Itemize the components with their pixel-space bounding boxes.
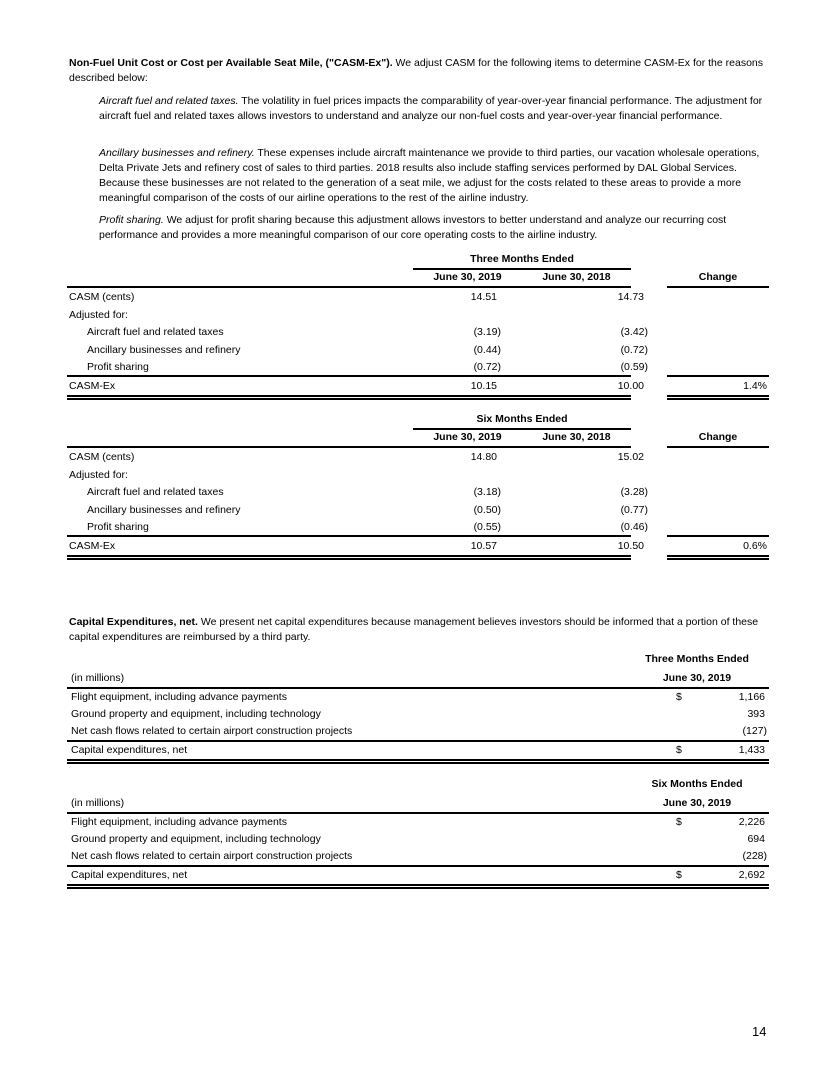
- table-row-total: [67, 377, 769, 395]
- row-label: Net cash flows related to certain airport construction projects: [71, 850, 353, 862]
- period-header: Six Months Ended: [476, 413, 568, 425]
- row-label: Adjusted for:: [69, 309, 128, 321]
- row-label: Aircraft fuel and related taxes: [87, 326, 224, 338]
- column-header-2019: June 30, 2019: [433, 271, 502, 283]
- reason-fuel: [99, 94, 764, 124]
- value-2019: 14.51: [470, 291, 497, 303]
- unit-label: (in millions): [71, 672, 125, 684]
- row-label: CASM (cents): [69, 291, 135, 303]
- dollar-sign: $: [676, 691, 682, 703]
- table-row: [67, 323, 769, 341]
- casm-table-three-months: [67, 250, 769, 400]
- value-change: 1.4%: [743, 380, 767, 392]
- period-header: Three Months Ended: [645, 653, 749, 665]
- column-header-2018: June 30, 2018: [542, 431, 611, 443]
- table-row: [67, 341, 769, 359]
- divider: [667, 555, 769, 557]
- value-2019: 10.15: [470, 380, 497, 392]
- casm-ex-intro-text: We adjust CASM for the following items to determine CASM-Ex for the reasons described below:: [69, 57, 764, 84]
- row-label: Adjusted for:: [69, 469, 128, 481]
- dollar-sign: $: [676, 744, 682, 756]
- row-label: Profit sharing: [87, 521, 149, 533]
- dollar-sign: $: [676, 816, 682, 828]
- row-label: Capital expenditures, net: [71, 869, 188, 881]
- divider: [67, 884, 769, 886]
- row-value: 1,166: [738, 691, 765, 703]
- row-label: Ground property and equipment, including technology: [71, 708, 321, 720]
- divider: [67, 759, 769, 761]
- row-label: Flight equipment, including advance payments: [71, 816, 287, 828]
- divider: [67, 762, 769, 764]
- row-label: Profit sharing: [87, 361, 149, 373]
- reason-ancillary-title: Ancillary businesses and refinery.: [99, 147, 255, 159]
- value-2019: (3.19): [473, 326, 501, 338]
- column-header-date: June 30, 2019: [662, 672, 732, 684]
- capex-intro-title: Capital Expenditures, net.: [69, 616, 198, 628]
- divider: [67, 398, 631, 400]
- divider: [67, 558, 631, 560]
- row-label: Ancillary businesses and refinery: [87, 344, 241, 356]
- table-row: [67, 830, 769, 848]
- casm-ex-intro-title: Non-Fuel Unit Cost or Cost per Available Seat Mile, ("CASM-Ex").: [69, 57, 393, 69]
- divider: [667, 398, 769, 400]
- value-2019: 14.80: [470, 451, 497, 463]
- value-2019: (0.44): [473, 344, 501, 356]
- table-row: [67, 483, 769, 501]
- reason-fuel-title: Aircraft fuel and related taxes.: [99, 95, 239, 107]
- table-row: [67, 688, 769, 706]
- value-2018: (0.72): [620, 344, 648, 356]
- row-label: Capital expenditures, net: [71, 744, 188, 756]
- table-header-row: [67, 669, 769, 687]
- divider: [67, 887, 769, 889]
- value-2019: (0.55): [473, 521, 501, 533]
- divider: [67, 395, 631, 397]
- row-label: Net cash flows related to certain airport construction projects: [71, 725, 353, 737]
- reason-profit-sharing: [99, 213, 764, 243]
- capex-table-three-months: [67, 650, 769, 765]
- column-header-date: June 30, 2019: [662, 797, 732, 809]
- row-value: (127): [742, 725, 767, 737]
- table-header-row: [67, 794, 769, 812]
- dollar-sign: $: [676, 869, 682, 881]
- column-header-change: Change: [698, 431, 738, 443]
- table-row: [67, 501, 769, 519]
- period-header: Three Months Ended: [470, 253, 574, 265]
- capex-intro-text: We present net capital expenditures because management believes investors should be informed that a portion of these capital expenditures are reimbursed by a third party.: [69, 616, 759, 643]
- row-label: CASM (cents): [69, 451, 135, 463]
- value-2019: 10.57: [470, 540, 497, 552]
- unit-label: (in millions): [71, 797, 125, 809]
- value-2018: (0.59): [620, 361, 648, 373]
- row-label: Flight equipment, including advance payments: [71, 691, 287, 703]
- table-row-total: [67, 866, 769, 884]
- divider: [667, 395, 769, 397]
- row-label: CASM-Ex: [69, 540, 116, 552]
- reason-ancillary: [99, 146, 764, 206]
- page-number: 14: [752, 1024, 767, 1039]
- row-label: Ancillary businesses and refinery: [87, 504, 241, 516]
- column-header-2018: June 30, 2018: [542, 271, 611, 283]
- value-2018: 10.00: [617, 380, 644, 392]
- row-label: Aircraft fuel and related taxes: [87, 486, 224, 498]
- row-value: 1,433: [738, 744, 765, 756]
- table-row: [67, 448, 769, 466]
- divider: [667, 558, 769, 560]
- table-row: [67, 466, 769, 484]
- value-2019: (0.50): [473, 504, 501, 516]
- divider: [67, 555, 631, 557]
- value-2018: 10.50: [617, 540, 644, 552]
- table-row-total: [67, 537, 769, 555]
- row-value: 393: [747, 708, 765, 720]
- period-header: Six Months Ended: [651, 778, 743, 790]
- value-2018: (3.42): [620, 326, 648, 338]
- column-header-2019: June 30, 2019: [433, 431, 502, 443]
- value-change: 0.6%: [743, 540, 767, 552]
- column-header-change: Change: [698, 271, 738, 283]
- value-2018: (0.77): [620, 504, 648, 516]
- casm-table-six-months: [67, 410, 769, 560]
- table-row: [67, 847, 769, 865]
- row-value: 2,692: [738, 869, 765, 881]
- table-row: [67, 705, 769, 723]
- value-2019: (0.72): [473, 361, 501, 373]
- row-value: 694: [747, 833, 765, 845]
- value-2018: (0.46): [620, 521, 648, 533]
- table-row: [67, 358, 769, 376]
- value-2018: 14.73: [617, 291, 644, 303]
- row-value: 2,226: [738, 816, 765, 828]
- value-2018: (3.28): [620, 486, 648, 498]
- divider: [413, 268, 631, 270]
- table-row: [67, 288, 769, 306]
- value-2019: (3.18): [473, 486, 501, 498]
- table-row: [67, 306, 769, 324]
- value-2018: 15.02: [617, 451, 644, 463]
- reason-profit-sharing-title: Profit sharing.: [99, 214, 164, 226]
- row-label: CASM-Ex: [69, 380, 116, 392]
- row-value: (228): [742, 850, 767, 862]
- casm-ex-intro: [69, 56, 769, 86]
- divider: [413, 428, 631, 430]
- table-row: [67, 813, 769, 831]
- reason-fuel-text: The volatility in fuel prices impacts the comparability of year-over-year financial performance. The adjustment for aircraft fuel and related taxes allows investors to understand and analyze our non-fuel costs and year-over-year financial performance.: [99, 95, 763, 122]
- reason-profit-sharing-text: We adjust for profit sharing because this adjustment allows investors to better understand and analyze our recurring cost performance and provides a more meaningful comparison of our core operating costs to the airline industry.: [99, 214, 727, 241]
- capex-intro: [69, 615, 769, 645]
- table-row: [67, 722, 769, 740]
- table-row: [67, 518, 769, 536]
- table-row-total: [67, 741, 769, 759]
- reason-ancillary-text: These expenses include aircraft maintenance we provide to third parties, our vacation wholesale operations, Delta Private Jets and refinery cost of sales to third parties. 2018 results also include staffing services performed by DAL Global Services. Because these businesses are not related to the generation of a seat mile, we adjust for the costs related to these areas to provide a more meaningful comparison of the costs of our airline operations to the rest of the airline industry.: [99, 147, 760, 204]
- capex-table-six-months: [67, 775, 769, 890]
- row-label: Ground property and equipment, including technology: [71, 833, 321, 845]
